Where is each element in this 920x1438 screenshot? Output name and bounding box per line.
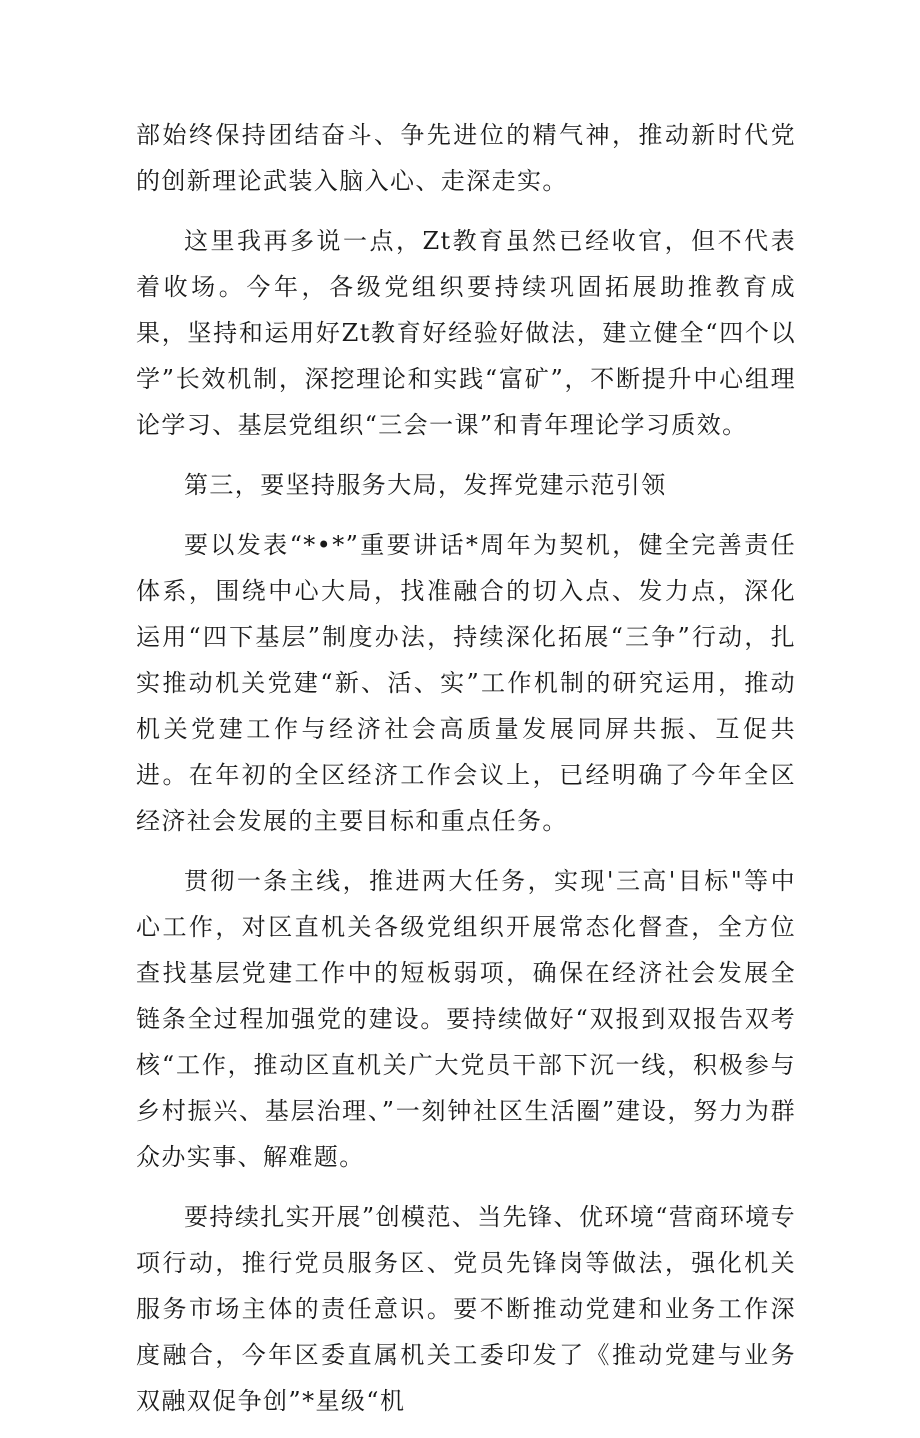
paragraph-continuation: 部始终保持团结奋斗、争先进位的精气神，推动新时代党的创新理论武装入脑入心、走深走实。 <box>136 121 796 195</box>
document-body <box>136 112 796 1438</box>
paragraph-model-action: 要持续扎实开展”创模范、当先锋、优环境“营商环境专项行动，推行党员服务区、党员先锋岗等做法，强化机关服务市场主体的责任意识。要不断推动党建和业务工作深度融合，今年区委直属机关工委印发了《推动党建与业务双融双促争创”*星级“机 <box>136 1203 796 1415</box>
section-heading-third: 第三，要坚持服务大局，发挥党建示范引领 <box>184 471 667 499</box>
paragraph-zt-education: 这里我再多说一点，Zt教育虽然已经收官，但不代表着收场。今年，各级党组织要持续巩固拓展助推教育成果，坚持和运用好Zt教育好经验好做法，建立健全“四个以学”长效机制，深挖理论和实践“富矿”，不断提升中心组理论学习、基层党组织“三会一课”和青年理论学习质效。 <box>136 227 796 439</box>
paragraph-main-line: 贯彻一条主线，推进两大任务，实现'三高'目标"等中心工作，对区直机关各级党组织开展常态化督查，全方位查找基层党建工作中的短板弱项，确保在经济社会发展全链条全过程加强党的建设。要持续做好“双报到双报告双考核“工作，推动区直机关广大党员干部下沉一线，积极参与乡村振兴、基层治理、”一刻钟社区生活圈”建设，努力为群众办实事、解难题。 <box>136 867 796 1171</box>
paragraph-responsibility-system: 要以发表“*•*”重要讲话*周年为契机，健全完善责任体系，围绕中心大局，找准融合的切入点、发力点，深化运用“四下基层”制度办法，持续深化拓展“三争”行动，扎实推动机关党建“新、活、实”工作机制的研究运用，推动机关党建工作与经济社会高质量发展同屏共振、互促共进。在年初的全区经济工作会议上，已经明确了今年全区经济社会发展的主要目标和重点任务。 <box>136 531 796 835</box>
